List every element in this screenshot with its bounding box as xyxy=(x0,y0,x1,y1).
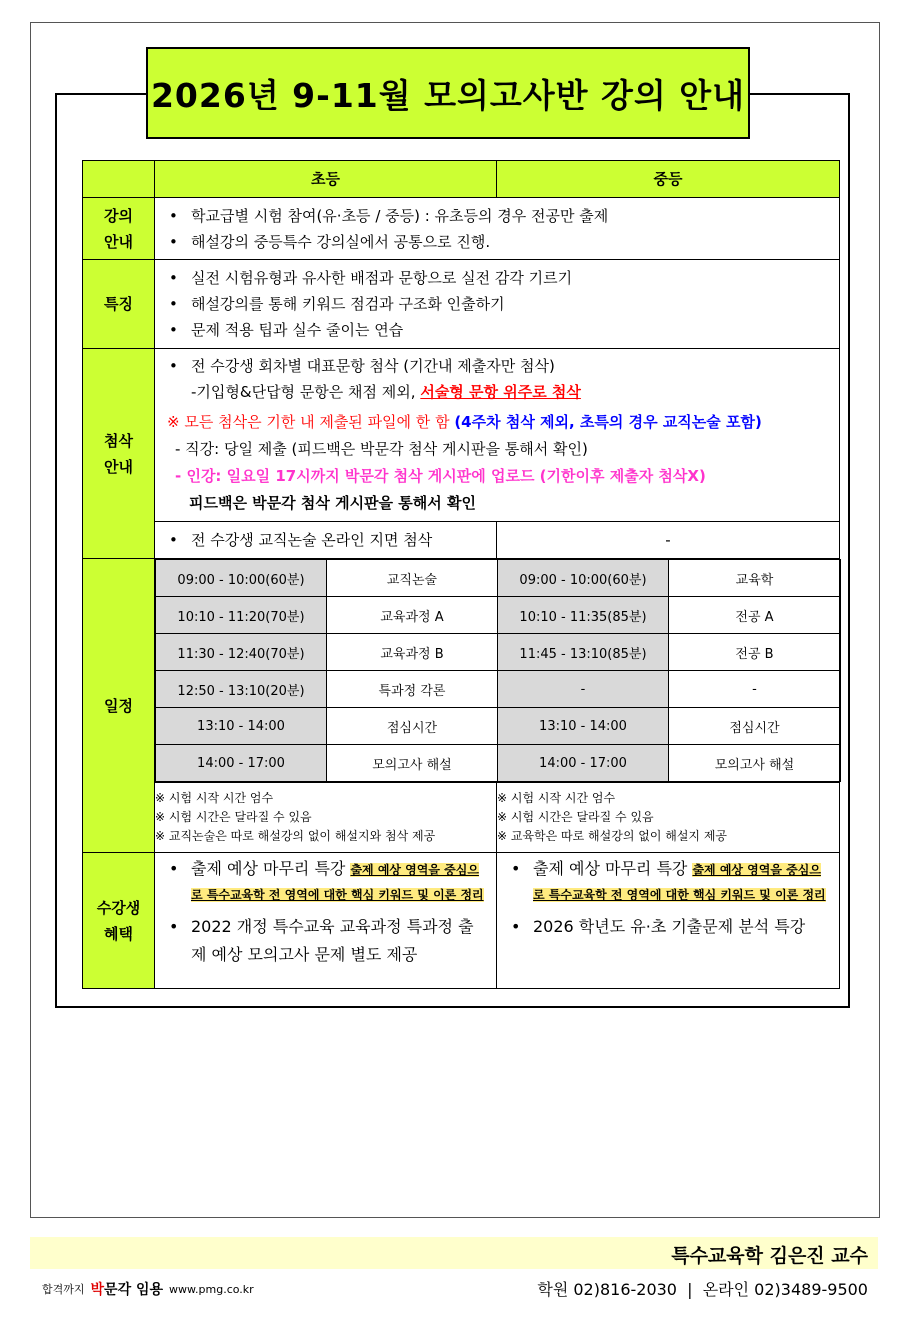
lecture-info-content xyxy=(155,198,840,260)
list-item: • 2022 개정 특수교육 교육과정 특과정 출제 예상 모의고사 문제 별도 제공 xyxy=(165,913,488,969)
logo-url: www.pmg.co.kr xyxy=(169,1282,254,1296)
time-cell: 09:00 - 10:00(60분) xyxy=(498,560,669,597)
time-cell: 11:45 - 13:10(85분) xyxy=(498,634,669,671)
info-table xyxy=(82,160,840,989)
table-row xyxy=(156,708,841,745)
correction-note: ※ 모든 첨삭은 기한 내 제출된 파일에 한 함 xyxy=(167,413,455,431)
time-cell: 14:00 - 17:00 xyxy=(156,745,327,782)
features-content xyxy=(155,260,840,349)
header-elementary: 초등 xyxy=(155,161,497,198)
page-title: 2026년 9-11월 모의고사반 강의 안내 xyxy=(146,47,750,139)
subject-cell: 점심시간 xyxy=(327,708,498,745)
list-item: • 출제 예상 마무리 특강 출제 예상 영역을 중심으로 특수교육학 전 영역에 대한 핵심 키워드 및 이론 정리 xyxy=(507,857,831,907)
essay-correction: • 전 수강생 교직논술 온라인 지면 첨삭 xyxy=(155,522,497,559)
time-cell: 11:30 - 12:40(70분) xyxy=(156,634,327,671)
header-empty xyxy=(83,161,155,198)
schedule-grid xyxy=(155,559,840,783)
table-row xyxy=(156,597,841,634)
subject-cell: 모의고사 해설 xyxy=(327,745,498,782)
time-cell: 09:00 - 10:00(60분) xyxy=(156,560,327,597)
table-row xyxy=(156,634,841,671)
correction-content: • 전 수강생 회차별 대표문항 첨삭 (기간내 제출자만 첨삭) -기입형&단답형 문항은 채점 제외, 서술형 문항 위주로 첨삭 ※ 모든 첨삭은 기한 내 제출된 파일에 한 함 (4주차 첨삭 제외, 초특의 경우 교직논술 포함) - 직강: 당일 제출 (피드백은 박문각 첨삭 게시판을 통해서 확인) - 인강: 일요일 17시까지 박문각 첨삭 게시판에 업로드 (기한이후 제출자 첨삭X) 피드백은 박문각 첨삭 게시판을 통해서 확인 xyxy=(155,349,840,522)
time-cell: 13:10 - 14:00 xyxy=(498,708,669,745)
list-item: • 출제 예상 마무리 특강 출제 예상 영역을 중심으로 특수교육학 전 영역에 대한 핵심 키워드 및 이론 정리 xyxy=(165,857,488,907)
subject-cell: 전공 B xyxy=(669,634,841,671)
table-row xyxy=(156,671,841,708)
subject-cell: 특과정 각론 xyxy=(327,671,498,708)
subject-cell: - xyxy=(669,671,841,708)
benefits-middle xyxy=(497,853,840,989)
list-item: • 전 수강생 회차별 대표문항 첨삭 (기간내 제출자만 첨삭) -기입형&단답형 문항은 채점 제외, 서술형 문항 위주로 첨삭 xyxy=(165,353,831,405)
correction-label: 첨삭 안내 xyxy=(83,349,155,559)
list-item: • 문제 적용 팁과 실수 줄이는 연습 xyxy=(165,317,831,343)
time-cell: 10:10 - 11:20(70분) xyxy=(156,597,327,634)
online-lecture-note: - 인강: 일요일 17시까지 박문각 첨삭 게시판에 업로드 (기한이후 제출자 첨삭X) xyxy=(175,467,706,485)
table-row xyxy=(156,745,841,782)
subject-cell: 모의고사 해설 xyxy=(669,745,841,782)
time-cell: 13:10 - 14:00 xyxy=(156,708,327,745)
subject-cell: 교육과정 A xyxy=(327,597,498,634)
benefits-elementary xyxy=(155,853,497,989)
list-item: • 2026 학년도 유·초 기출문제 분석 특강 xyxy=(507,913,831,941)
time-cell: 10:10 - 11:35(85분) xyxy=(498,597,669,634)
schedule-table xyxy=(155,559,841,782)
lecture-info-label: 강의 안내 xyxy=(83,198,155,260)
direct-lecture-note: - 직강: 당일 제출 (피드백은 박문각 첨삭 게시판을 통해서 확인) xyxy=(175,440,588,458)
list-item: • 해설강의 중등특수 강의실에서 공통으로 진행. xyxy=(165,229,831,255)
header-middle: 중등 xyxy=(497,161,840,198)
feedback-note: 피드백은 박문각 첨삭 게시판을 통해서 확인 xyxy=(189,494,476,512)
time-cell: - xyxy=(498,671,669,708)
essay-correction-middle: - xyxy=(497,522,840,559)
schedule-label: 일정 xyxy=(83,559,155,853)
subject-cell: 점심시간 xyxy=(669,708,841,745)
contact-info: 학원 02)816-2030 | 온라인 02)3489-9500 xyxy=(537,1280,868,1299)
table-row xyxy=(156,560,841,597)
subject-cell: 교직논술 xyxy=(327,560,498,597)
list-item: • 해설강의를 통해 키워드 점검과 구조화 인출하기 xyxy=(165,291,831,317)
list-item: • 학교급별 시험 참여(유·초등 / 중등) : 유초등의 경우 전공만 출제 xyxy=(165,203,831,229)
schedule-notes-elementary: ※ 시험 시작 시간 엄수 ※ 시험 시간은 달라질 수 있음 ※ 교직논술은 따로 해설강의 없이 해설지와 첨삭 제공 xyxy=(155,783,497,853)
list-item: • 실전 시험유형과 유사한 배점과 문항으로 실전 감각 기르기 xyxy=(165,265,831,291)
subject-cell: 전공 A xyxy=(669,597,841,634)
time-cell: 12:50 - 13:10(20분) xyxy=(156,671,327,708)
subject-cell: 교육학 xyxy=(669,560,841,597)
time-cell: 14:00 - 17:00 xyxy=(498,745,669,782)
schedule-notes-middle: ※ 시험 시작 시간 엄수 ※ 시험 시간은 달라질 수 있음 ※ 교육학은 따로 해설강의 없이 해설지 제공 xyxy=(497,783,840,853)
features-label: 특징 xyxy=(83,260,155,349)
benefits-label: 수강생 혜택 xyxy=(83,853,155,989)
subject-cell: 교육과정 B xyxy=(327,634,498,671)
professor-name: 특수교육학 김은진 교수 xyxy=(671,1245,868,1267)
logo: 합격까지 박문각 임용 www.pmg.co.kr xyxy=(42,1282,254,1298)
